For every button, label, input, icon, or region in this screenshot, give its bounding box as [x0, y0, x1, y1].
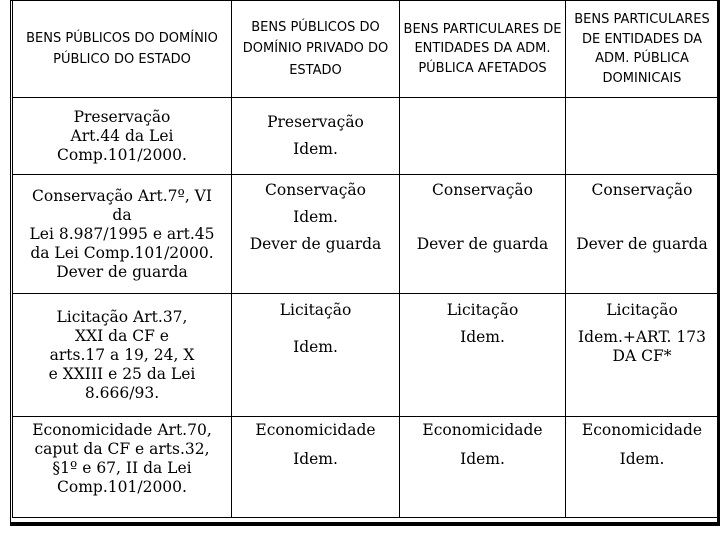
header-line: PARTICULARES [613, 12, 710, 27]
header-line: ADM. PÚBLICA [418, 41, 551, 76]
cell-line: Economicidade [581, 421, 703, 439]
cell-assigned [400, 175, 566, 294]
cell-legal-basis [13, 417, 232, 518]
comparison-table [12, 0, 719, 518]
cell-dominical [566, 417, 719, 518]
cell-line: Dever de guarda [249, 235, 382, 253]
header-line: PRIVADO [305, 41, 364, 57]
cell-line: Licitação Art.37, [56, 307, 188, 326]
header-line: DO ESTADO [289, 41, 389, 78]
cell-line: Conservação [591, 181, 693, 199]
cell-line: 8.666/93. [84, 383, 160, 402]
cell-line: Conservação [432, 181, 533, 199]
cell-line: Economicidade [255, 421, 376, 439]
cell-dominical [566, 175, 719, 294]
header-private-domain [232, 1, 400, 98]
cell-line: Licitação [446, 301, 519, 319]
table-row-preservacao [13, 98, 719, 175]
header-line: BENS [403, 21, 439, 37]
header-line: ENTIDADES DA [414, 41, 513, 57]
cell-legal-basis [13, 294, 232, 417]
table-row-economicidade [13, 417, 719, 518]
cell-private-domain [232, 294, 400, 417]
header-line: ADM. PÚBLICA [595, 51, 689, 66]
header-line: AFETADOS [477, 60, 547, 76]
cell-line: Preservação [73, 107, 171, 126]
cell-line: Idem. [293, 450, 338, 468]
cell-line: Conservação [265, 181, 366, 199]
cell-line: Dever de guarda [56, 262, 188, 281]
cell-line: da [112, 205, 132, 224]
cell-legal-basis [13, 175, 232, 294]
cell-private-domain [232, 98, 400, 175]
table-header-row [13, 1, 719, 98]
cell-line: Idem. [293, 208, 338, 226]
cell-line: Preservação [267, 113, 364, 131]
cell-line: Comp.101/2000. [57, 145, 187, 164]
header-line: BENS [574, 12, 610, 27]
cell-line: Idem. [460, 328, 505, 346]
header-line: DO DOMÍNIO PÚBLICO [53, 30, 218, 67]
cell-line: DA CF* [612, 347, 672, 365]
cell-private-domain [232, 175, 400, 294]
cell-line: Economicidade [422, 421, 543, 439]
cell-line: Idem. [293, 140, 338, 158]
cell-dominical [566, 294, 719, 417]
table-row-licitacao [13, 294, 719, 417]
header-line: DE ENTIDADES DA [581, 31, 703, 47]
cell-line: Lei 8.987/1995 e art.45 [29, 224, 215, 243]
header-line: BENS PÚBLICOS [26, 30, 131, 46]
cell-line: e XXIII e 25 da Lei [48, 364, 196, 383]
table-row-conservacao [13, 175, 719, 294]
cell-line: Dever de guarda [416, 235, 549, 253]
cell-assigned [400, 294, 566, 417]
cell-line: Economicidade Art.70, [32, 421, 212, 439]
header-line: DO ESTADO [113, 52, 191, 67]
cell-line: Idem.+ART. 173 [578, 328, 706, 346]
cell-line: Conservação Art.7º, VI [32, 186, 212, 205]
cell-line: arts.17 a 19, 24, X [49, 345, 195, 364]
cell-line: Dever de guarda [576, 235, 708, 253]
header-line: BENS PÚBLICOS [251, 19, 356, 35]
cell-private-domain [232, 417, 400, 518]
header-line: DOMINICAIS [602, 70, 682, 86]
cell-dominical [566, 98, 719, 175]
cell-line: da Lei Comp.101/2000. [30, 243, 214, 262]
cell-line: Comp.101/2000. [57, 478, 187, 496]
header-public-domain [13, 1, 232, 98]
frame-shadow-bottom [10, 523, 720, 526]
cell-assigned [400, 417, 566, 518]
cell-assigned [400, 98, 566, 175]
cell-line: Idem. [460, 450, 505, 468]
cell-line: Idem. [293, 338, 338, 356]
cell-line: Licitação [279, 301, 352, 319]
header-line: PARTICULARES DE [442, 21, 562, 37]
header-private-assigned [400, 1, 566, 98]
header-line: DO DOMÍNIO [242, 19, 380, 57]
cell-legal-basis [13, 98, 232, 175]
header-private-dominical [566, 1, 719, 98]
cell-line: Idem. [619, 450, 665, 468]
cell-line: Art.44 da Lei [70, 126, 174, 145]
cell-line: §1º e 67, II da Lei [52, 459, 192, 477]
cell-line: Licitação [606, 301, 678, 319]
cell-line: caput da CF e arts.32, [34, 440, 210, 458]
cell-line: XXI da CF e [75, 326, 169, 345]
